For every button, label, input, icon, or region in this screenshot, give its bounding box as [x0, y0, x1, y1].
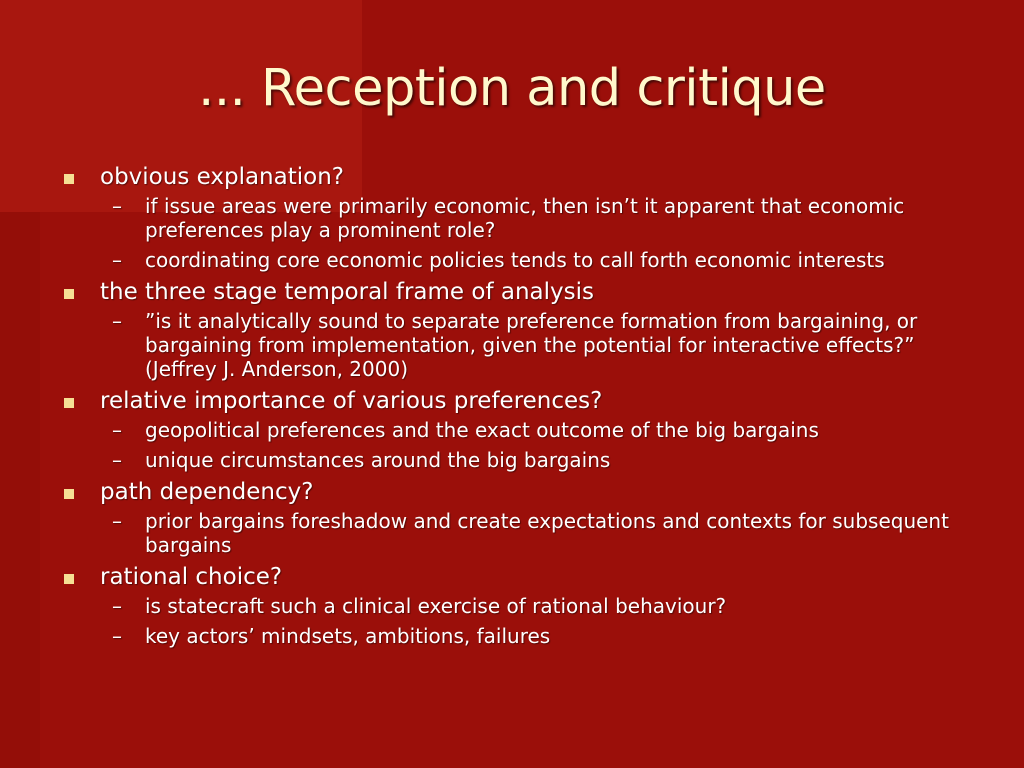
sub-bullet-text: ”is it analytically sound to separate preference formation from bargaining, or bargaining from implementation, given the potential for interactive effects?” (Jeffrey J. Anderson, 2000) — [145, 309, 918, 381]
sub-bullet-text: prior bargains foreshadow and create expectations and contexts for subsequent bargains — [145, 509, 949, 557]
sub-bullet-item — [62, 418, 992, 442]
bullet-item — [62, 563, 992, 648]
background-shape-left — [0, 212, 40, 768]
sub-bullet-text: geopolitical preferences and the exact outcome of the big bargains — [145, 418, 819, 442]
bullet-item — [62, 278, 992, 381]
sub-bullet-text: if issue areas were primarily economic, then isn’t it apparent that economic preferences play a prominent role? — [145, 194, 905, 242]
dash-bullet-icon: – — [112, 448, 122, 472]
sub-bullet-item — [62, 448, 992, 472]
sub-bullet-list — [100, 309, 992, 381]
sub-bullet-list — [100, 418, 992, 472]
sub-bullet-item — [62, 248, 992, 272]
square-bullet-icon — [64, 489, 74, 499]
dash-bullet-icon: – — [112, 594, 122, 618]
bullet-text: obvious explanation? — [100, 164, 344, 190]
sub-bullet-item — [62, 624, 992, 648]
sub-bullet-item — [62, 509, 992, 557]
bullet-text: the three stage temporal frame of analysis — [100, 279, 594, 305]
dash-bullet-icon: – — [112, 418, 122, 442]
slide-body — [62, 159, 992, 654]
square-bullet-icon — [64, 289, 74, 299]
square-bullet-icon — [64, 398, 74, 408]
dash-bullet-icon: – — [112, 194, 122, 218]
dash-bullet-icon: – — [112, 624, 122, 648]
dash-bullet-icon: – — [112, 248, 122, 272]
sub-bullet-list — [100, 194, 992, 272]
bullet-text: relative importance of various preferences? — [100, 388, 603, 414]
sub-bullet-item — [62, 594, 992, 618]
bullet-text: path dependency? — [100, 479, 314, 505]
sub-bullet-text: is statecraft such a clinical exercise of rational behaviour? — [145, 594, 727, 618]
bullet-item — [62, 387, 992, 472]
sub-bullet-item — [62, 309, 992, 381]
bullet-list — [62, 163, 992, 648]
bullet-item — [62, 478, 992, 557]
sub-bullet-item — [62, 194, 992, 242]
sub-bullet-text: key actors’ mindsets, ambitions, failures — [145, 624, 551, 648]
sub-bullet-list — [100, 509, 992, 557]
bullet-item — [62, 163, 992, 272]
square-bullet-icon — [64, 574, 74, 584]
square-bullet-icon — [64, 174, 74, 184]
bullet-text: rational choice? — [100, 564, 283, 590]
dash-bullet-icon: – — [112, 509, 122, 533]
slide-title: ... Reception and critique — [198, 59, 826, 118]
sub-bullet-text: coordinating core economic policies tends to call forth economic interests — [145, 248, 885, 272]
dash-bullet-icon: – — [112, 309, 122, 333]
sub-bullet-text: unique circumstances around the big bargains — [145, 448, 611, 472]
sub-bullet-list — [100, 594, 992, 648]
